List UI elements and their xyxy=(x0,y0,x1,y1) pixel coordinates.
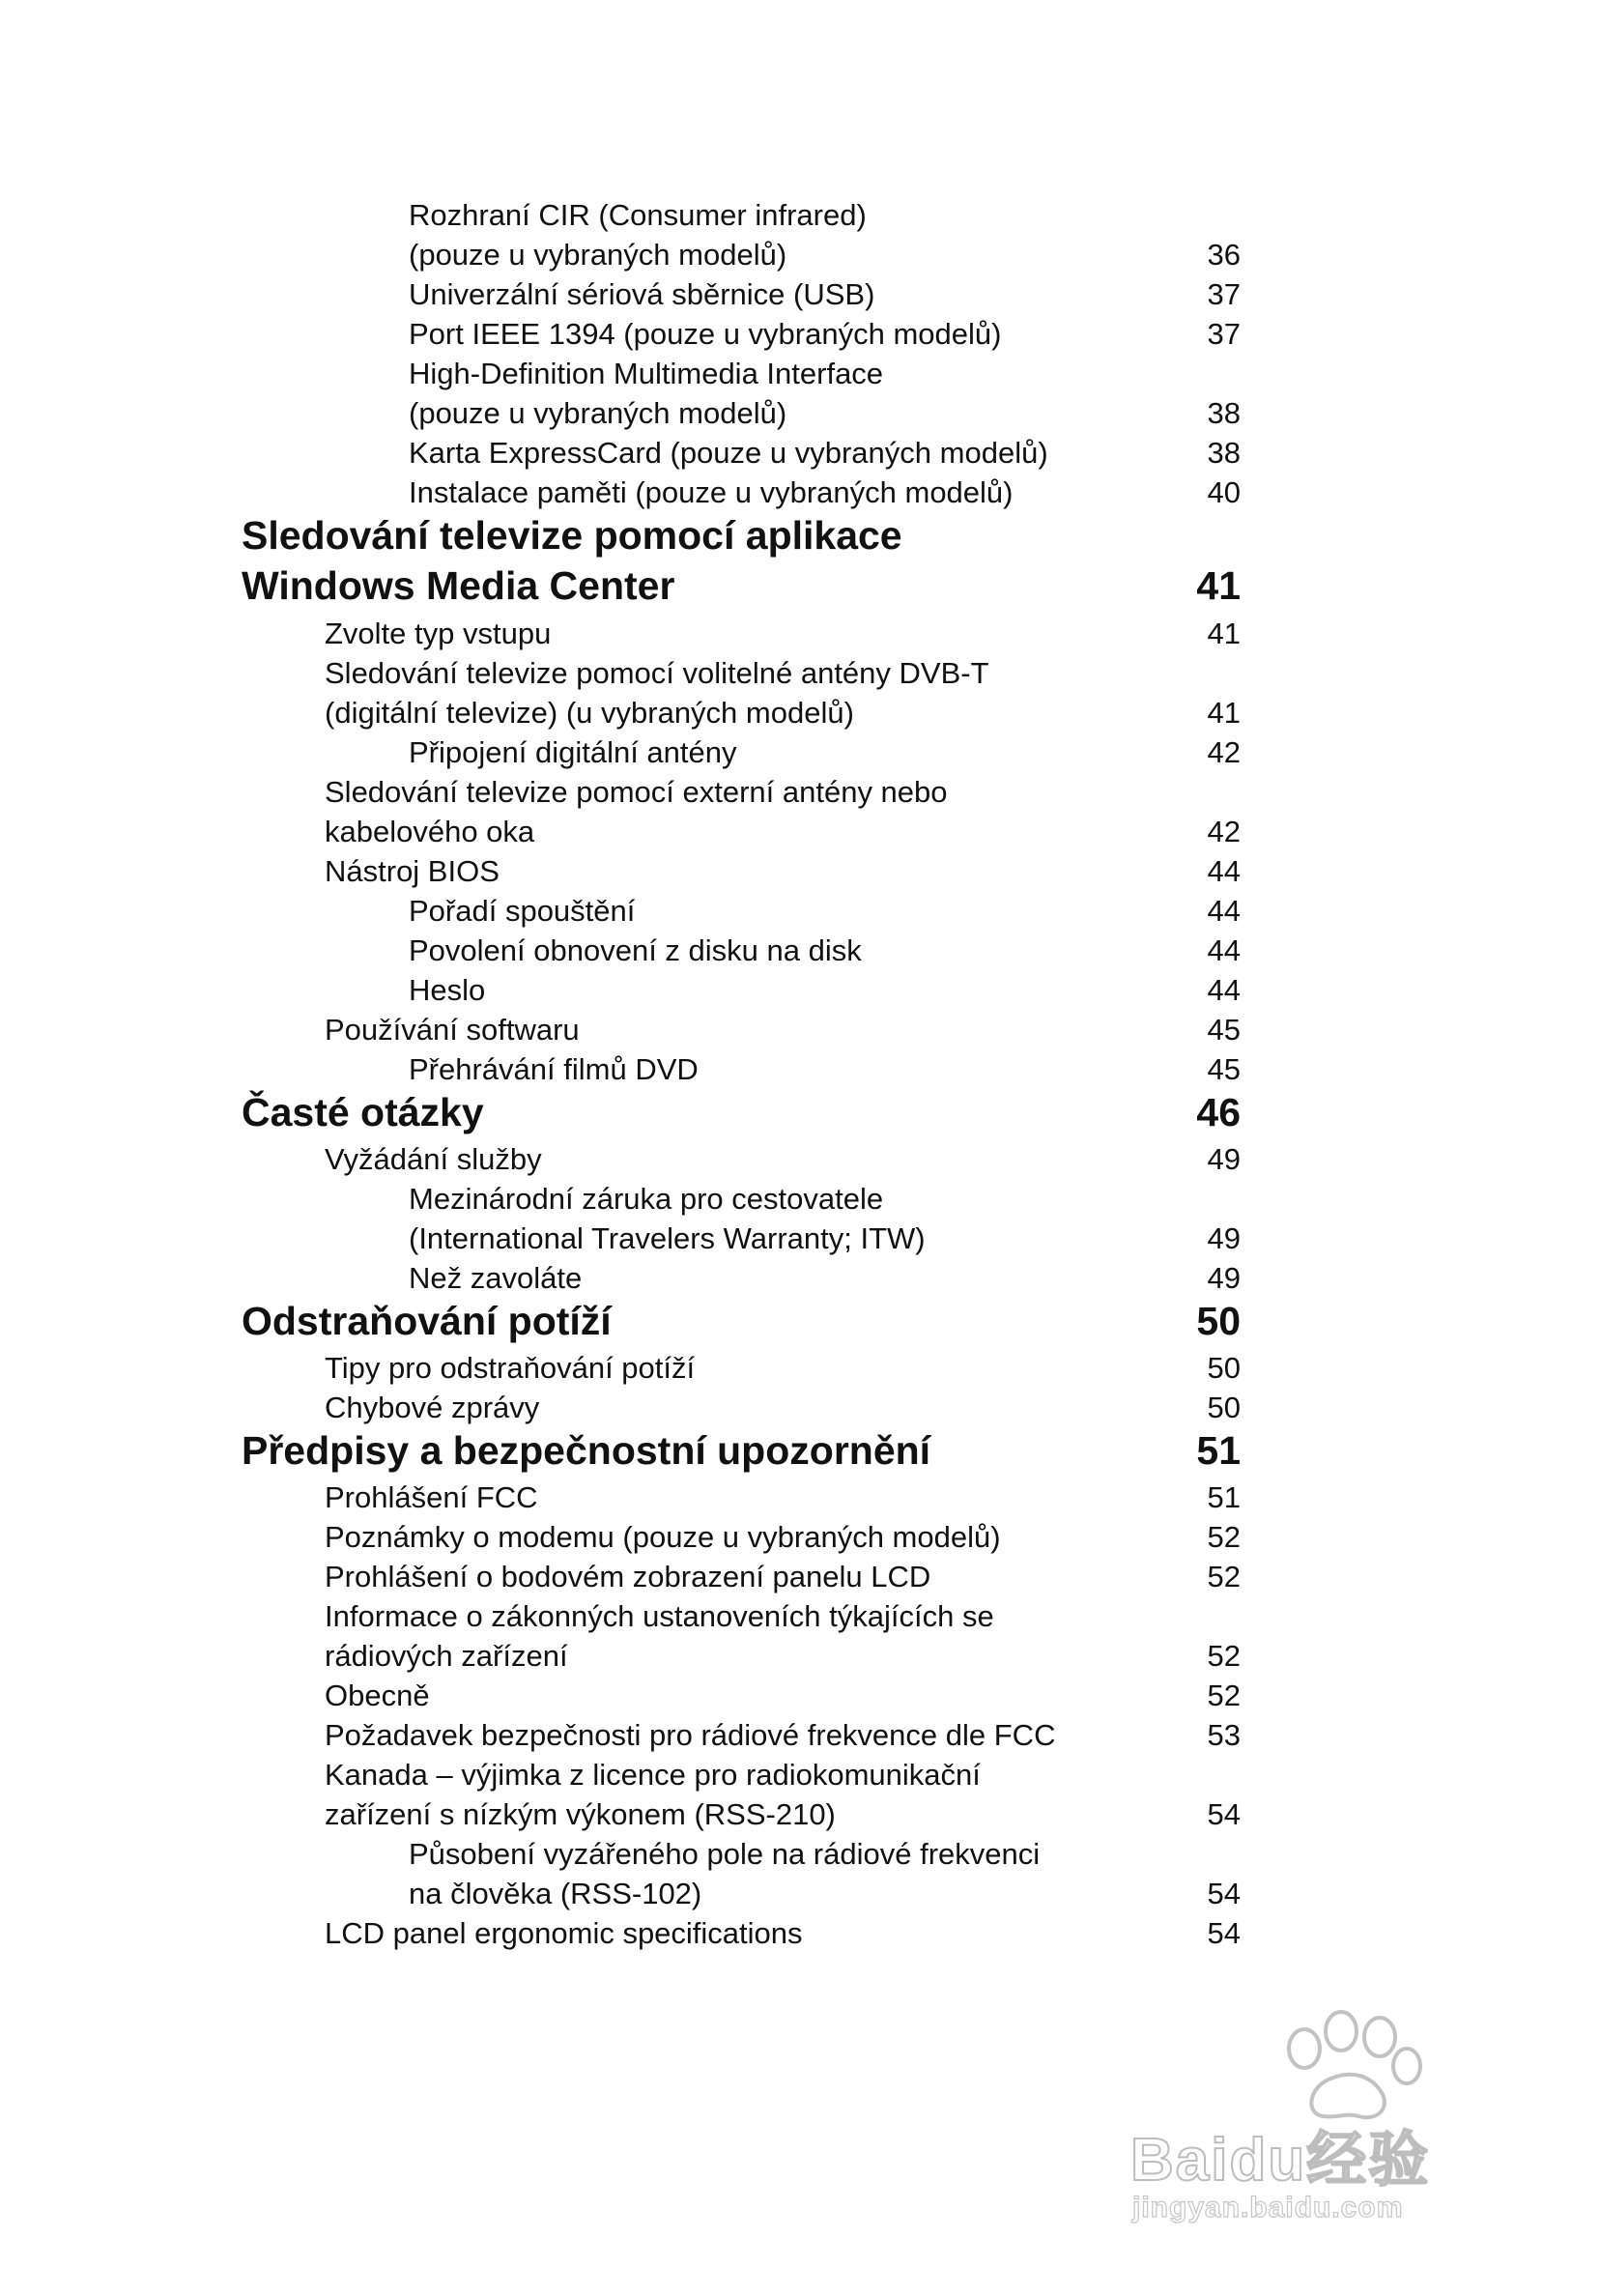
toc-entry-title: kabelového oka xyxy=(325,815,535,848)
toc-entry-page: 42 xyxy=(1207,735,1241,769)
toc-entry-page: 38 xyxy=(1207,436,1241,470)
toc-entry-title: Poznámky o modemu (pouze u vybraných modelů) xyxy=(325,1520,1001,1554)
toc-entry-title: na člověka (RSS-102) xyxy=(409,1877,702,1910)
toc-entry[interactable] xyxy=(0,238,1600,273)
toc-entry[interactable] xyxy=(0,735,1600,770)
toc-chapter[interactable] xyxy=(0,1298,1600,1344)
toc-entry-title: Přehrávání filmů DVD xyxy=(409,1052,699,1086)
toc-entry-title: rádiových zařízení xyxy=(325,1639,568,1673)
toc-entry-title: Karta ExpressCard (pouze u vybraných modelů) xyxy=(409,436,1048,470)
toc-entry-page: 40 xyxy=(1207,475,1241,509)
toc-entry[interactable] xyxy=(0,1797,1600,1832)
toc-entry-page: 42 xyxy=(1207,815,1241,848)
toc-entry-title: Než zavoláte xyxy=(409,1261,583,1295)
toc-entry-title: Působení vyzářeného pole na rádiové frekvenci xyxy=(409,1837,1041,1871)
toc-entry-title: Prohlášení FCC xyxy=(325,1480,538,1514)
toc-entry-title: (pouze u vybraných modelů) xyxy=(409,238,787,272)
toc-entry[interactable] xyxy=(0,775,1600,810)
toc-entry-title: Informace o zákonných ustanoveních týkajících se xyxy=(325,1599,994,1633)
toc-entry[interactable] xyxy=(0,396,1600,431)
toc-entry[interactable] xyxy=(0,1142,1600,1177)
toc-entry-title: Připojení digitální antény xyxy=(409,735,737,769)
watermark-brand: Baidu经验 xyxy=(1130,2127,1431,2194)
toc-entry-title: Rozhraní CIR (Consumer infrared) xyxy=(409,198,867,232)
toc-chapter-page: 51 xyxy=(1196,1428,1241,1473)
toc-entry-title: Požadavek bezpečnosti pro rádiové frekvence dle FCC xyxy=(325,1718,1056,1752)
toc-entry-title: Používání softwaru xyxy=(325,1013,580,1047)
toc-entry[interactable] xyxy=(0,1877,1600,1911)
toc-entry[interactable] xyxy=(0,1013,1600,1048)
toc-entry[interactable] xyxy=(0,696,1600,731)
watermark-url: jingyan.baidu.com xyxy=(1132,2192,1404,2224)
toc-entry[interactable] xyxy=(0,436,1600,471)
toc-entry[interactable] xyxy=(0,854,1600,889)
toc-entry-page: 44 xyxy=(1207,933,1241,967)
toc-entry[interactable] xyxy=(0,1351,1600,1386)
toc-entry-title: Chybové zprávy xyxy=(325,1391,540,1424)
toc-entry-title: Vyžádání služby xyxy=(325,1142,542,1176)
toc-entry[interactable] xyxy=(0,617,1600,651)
toc-chapter-title: Odstraňování potíží xyxy=(242,1299,612,1343)
toc-entry-page: 38 xyxy=(1207,396,1241,430)
toc-chapter-title: Předpisy a bezpečnostní upozornění xyxy=(242,1428,931,1473)
toc-entry-title: (International Travelers Warranty; ITW) xyxy=(409,1221,926,1255)
toc-chapter[interactable] xyxy=(0,1089,1600,1135)
toc-entry-page: 50 xyxy=(1207,1351,1241,1385)
toc-chapter-title: Sledování televize pomocí aplikace xyxy=(242,513,902,558)
toc-entry-page: 52 xyxy=(1207,1679,1241,1712)
toc-entry[interactable] xyxy=(0,1599,1600,1634)
toc-entry[interactable] xyxy=(0,1718,1600,1753)
toc-entry-page: 53 xyxy=(1207,1718,1241,1752)
toc-entry[interactable] xyxy=(0,1916,1600,1951)
toc-entry-title: Heslo xyxy=(409,973,486,1007)
toc-chapter[interactable] xyxy=(0,512,1600,559)
toc-chapter[interactable] xyxy=(0,562,1600,609)
toc-entry-title: (digitální televize) (u vybraných modelů) xyxy=(325,696,854,730)
toc-entry-page: 44 xyxy=(1207,973,1241,1007)
toc-entry[interactable] xyxy=(0,1221,1600,1256)
toc-entry-title: Instalace paměti (pouze u vybraných modelů) xyxy=(409,475,1014,509)
toc-chapter-page: 50 xyxy=(1196,1299,1241,1343)
toc-entry-page: 52 xyxy=(1207,1560,1241,1593)
toc-entry-title: Prohlášení o bodovém zobrazení panelu LCD xyxy=(325,1560,931,1593)
toc-entry-page: 37 xyxy=(1207,317,1241,351)
watermark xyxy=(1111,2010,1536,2232)
toc-entry-page: 51 xyxy=(1207,1480,1241,1514)
toc-chapter-title: Windows Media Center xyxy=(242,563,675,608)
toc-chapter[interactable] xyxy=(0,1427,1600,1474)
toc-entry-page: 49 xyxy=(1207,1221,1241,1255)
toc-entry-title: Univerzální sériová sběrnice (USB) xyxy=(409,277,875,311)
toc-entry-title: Kanada – výjimka z licence pro radiokomunikační xyxy=(325,1758,981,1792)
toc-entry[interactable] xyxy=(0,1052,1600,1087)
toc-entry-title: (pouze u vybraných modelů) xyxy=(409,396,787,430)
toc-entry-title: Nástroj BIOS xyxy=(325,854,500,888)
toc-entry[interactable] xyxy=(0,1837,1600,1872)
toc-chapter-page: 41 xyxy=(1196,563,1241,608)
toc-entry-page: 49 xyxy=(1207,1142,1241,1176)
toc-entry[interactable] xyxy=(0,1261,1600,1296)
toc-entry[interactable] xyxy=(0,1758,1600,1793)
toc-entry[interactable] xyxy=(0,1560,1600,1594)
toc-entry[interactable] xyxy=(0,973,1600,1008)
toc-entry-page: 45 xyxy=(1207,1052,1241,1086)
toc-entry[interactable] xyxy=(0,1182,1600,1217)
toc-entry[interactable] xyxy=(0,815,1600,849)
toc-entry-page: 54 xyxy=(1207,1797,1241,1831)
toc-entry-title: Zvolte typ vstupu xyxy=(325,617,552,650)
toc-entry-title: Povolení obnovení z disku na disk xyxy=(409,933,862,967)
toc-entry[interactable] xyxy=(0,198,1600,233)
toc-entry-page: 50 xyxy=(1207,1391,1241,1424)
paw-logo-icon xyxy=(1266,2010,1430,2126)
toc-entry[interactable] xyxy=(0,277,1600,312)
toc-entry[interactable] xyxy=(0,656,1600,691)
toc-entry-page: 41 xyxy=(1207,617,1241,650)
toc-chapter-title: Časté otázky xyxy=(242,1090,484,1134)
toc-entry-title: zařízení s nízkým výkonem (RSS-210) xyxy=(325,1797,836,1831)
toc-entry-page: 52 xyxy=(1207,1639,1241,1673)
toc-entry-title: High-Definition Multimedia Interface xyxy=(409,357,884,390)
toc-entry-title: Mezinárodní záruka pro cestovatele xyxy=(409,1182,884,1216)
toc-chapter-page: 46 xyxy=(1196,1090,1241,1134)
toc-entry-page: 54 xyxy=(1207,1877,1241,1910)
toc-entry[interactable] xyxy=(0,894,1600,929)
toc-entry[interactable] xyxy=(0,357,1600,391)
toc-entry-page: 36 xyxy=(1207,238,1241,272)
toc-entry-title: Tipy pro odstraňování potíží xyxy=(325,1351,696,1385)
toc-entry[interactable] xyxy=(0,317,1600,352)
toc-entry-page: 52 xyxy=(1207,1520,1241,1554)
toc-entry[interactable] xyxy=(0,1480,1600,1515)
toc-entry-page: 44 xyxy=(1207,854,1241,888)
toc-entry-title: Sledování televize pomocí volitelné antény DVB-T xyxy=(325,656,989,690)
toc-entry-title: Obecně xyxy=(325,1679,430,1712)
toc-entry[interactable] xyxy=(0,1639,1600,1674)
toc-entry-page: 54 xyxy=(1207,1916,1241,1950)
toc-entry-title: Sledování televize pomocí externí antény nebo xyxy=(325,775,948,809)
toc-entry[interactable] xyxy=(0,1391,1600,1425)
toc-entry-title: Port IEEE 1394 (pouze u vybraných modelů) xyxy=(409,317,1002,351)
toc-entry-page: 45 xyxy=(1207,1013,1241,1047)
toc-entry[interactable] xyxy=(0,933,1600,968)
toc-entry-title: LCD panel ergonomic specifications xyxy=(325,1916,803,1950)
toc-entry-page: 41 xyxy=(1207,696,1241,730)
toc-entry[interactable] xyxy=(0,1679,1600,1713)
toc-entry-page: 37 xyxy=(1207,277,1241,311)
toc-entry-page: 49 xyxy=(1207,1261,1241,1295)
toc-entry[interactable] xyxy=(0,1520,1600,1555)
toc-entry[interactable] xyxy=(0,475,1600,510)
toc-entry-title: Pořadí spouštění xyxy=(409,894,636,928)
toc-entry-page: 44 xyxy=(1207,894,1241,928)
